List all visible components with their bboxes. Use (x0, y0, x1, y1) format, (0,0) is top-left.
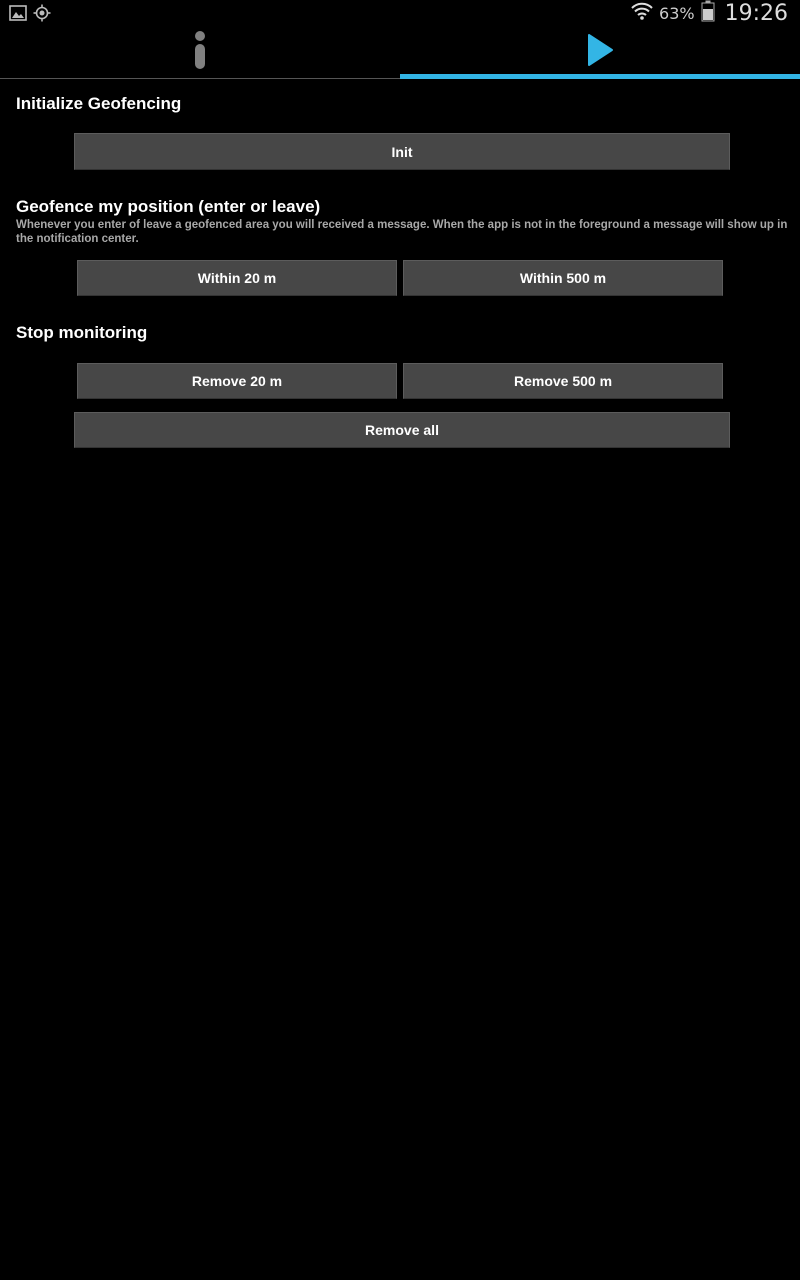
gallery-icon (9, 4, 27, 22)
battery-icon (701, 0, 715, 27)
play-icon (586, 33, 614, 72)
remove-20m-button[interactable]: Remove 20 m (77, 363, 397, 399)
init-section-title: Initialize Geofencing (16, 94, 182, 113)
wifi-icon (631, 1, 653, 26)
status-bar (0, 0, 800, 26)
stop-section-title: Stop monitoring (16, 323, 148, 342)
remove-500m-button[interactable]: Remove 500 m (403, 363, 723, 399)
geofence-description: Whenever you enter of leave a geofenced area you will received a message. When the app is not in the foreground a message will show up in the notification center. (16, 219, 788, 245)
battery-percent: 63% (659, 3, 695, 23)
within-500m-button[interactable]: Within 500 m (403, 260, 723, 296)
remove-all-button[interactable]: Remove all (74, 412, 730, 448)
init-button[interactable]: Init (74, 133, 730, 170)
clock: 19:26 (724, 0, 788, 26)
tab-play[interactable] (400, 26, 800, 79)
info-icon (193, 30, 207, 75)
tab-bar (0, 26, 800, 79)
within-20m-button[interactable]: Within 20 m (77, 260, 397, 296)
gps-icon (33, 4, 51, 22)
geofence-section-title: Geofence my position (enter or leave) (16, 197, 321, 216)
tab-info[interactable] (0, 26, 400, 79)
